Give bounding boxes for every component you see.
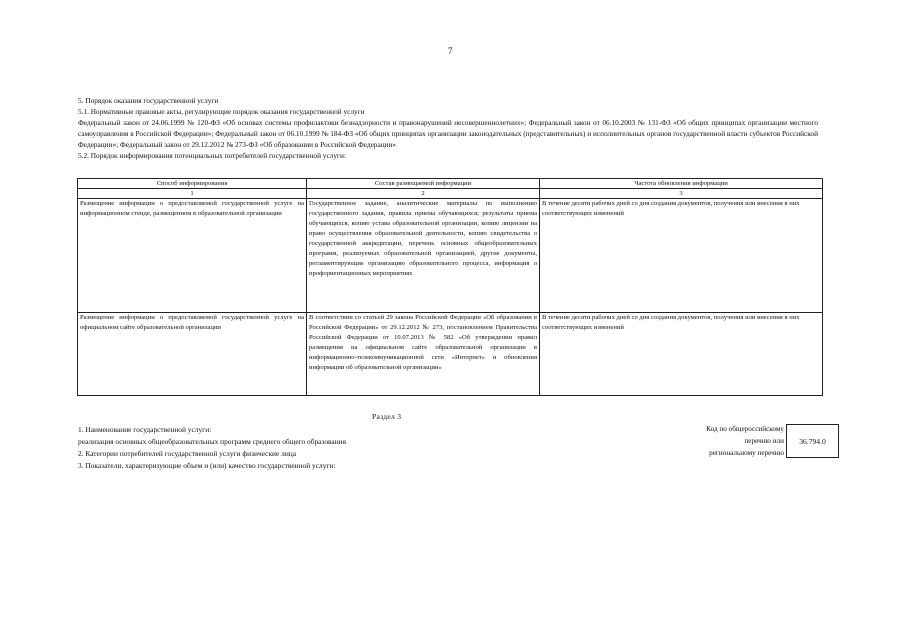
table-header-row bbox=[78, 179, 823, 189]
section-5-1-heading: 5.1. Нормативные правовые акты, регулирующие порядок оказания государственной услуги bbox=[78, 107, 365, 116]
section-5-text bbox=[78, 95, 818, 161]
service-name-label: 1. Наименование государственной услуги: bbox=[78, 425, 212, 434]
indicators-heading: 3. Показатели, характеризующие объем и (или) качество государственной услуги: bbox=[78, 461, 336, 470]
table-row bbox=[78, 199, 823, 313]
section-5-2-heading: 5.2. Порядок информирования потенциальных потребителей государственной услуги: bbox=[78, 151, 346, 160]
header-method: Способ информирования bbox=[78, 179, 307, 189]
consumer-categories: 2. Категории потребителей государственной услуги физические лица bbox=[78, 449, 297, 458]
table-number-row bbox=[78, 189, 823, 199]
informing-procedure-table bbox=[77, 178, 823, 396]
header-frequency: Частота обновления информации bbox=[540, 179, 823, 189]
code-label-line: Код по общероссийскому bbox=[706, 425, 784, 433]
cell-content: Государственное задание, аналитические материалы по выполнению государственного задания, правила приема обучающихся; результаты приема обучающихся, копию устава образовательной организации, копию лицензии на право осуществления образовательной деятельности, копию свидетельства о государственной аккредитации, перечень основных общеобразовательных программ, реализуемых образовательной организацией, другие документы, регламентирующие организацию образовательного процесса, информация о профориентационных мероприятиях bbox=[307, 199, 540, 313]
section-title: Раздел 3 bbox=[372, 412, 402, 421]
table-row bbox=[78, 313, 823, 396]
column-number: 2 bbox=[307, 189, 540, 199]
cell-frequency: В течение десяти рабочих дней со дня создания документов, получения или внесения в них соответствующих изменений bbox=[540, 199, 823, 313]
cell-frequency: В течение десяти рабочих дней со дня создания документов, получения или внесения в них соответствующих изменений bbox=[540, 313, 823, 396]
cell-content: В соответствии со статьей 29 закона Российской Федерации «Об образовании в Российской Федерации» от 29.12.2012 № 273, постановлением Правительства Российской Федерации от 10.07.2013 № 582 «Об утверждении правил размещения на официальном сайте образовательной организации в информационно-телекоммуникационной сети «Интернет» и обновления информации об образовательной организации» bbox=[307, 313, 540, 396]
service-description bbox=[78, 424, 638, 472]
service-name-value: реализация основных общеобразовательных программ среднего общего образования bbox=[78, 437, 347, 446]
code-label-line: перечню или bbox=[744, 437, 784, 445]
cell-method: Размещение информации о предоставляемой государственной услуге на информационном стенде, размещенном в образовательной организации bbox=[78, 199, 307, 313]
registry-code-label bbox=[660, 423, 784, 459]
code-label-line: региональному перечню bbox=[709, 449, 784, 457]
registry-code-value: 36.794.0 bbox=[799, 436, 826, 446]
page-number: 7 bbox=[448, 46, 453, 56]
section-5-heading: 5. Порядок оказания государственной услуги bbox=[78, 96, 219, 105]
column-number: 3 bbox=[540, 189, 823, 199]
header-content: Состав размещаемой информации bbox=[307, 179, 540, 189]
cell-method: Размещение информации о предоставляемой государственной услуге на официальном сайте образовательной организации bbox=[78, 313, 307, 396]
legal-acts-list: Федеральный закон от 24.06.1999 № 120-ФЗ «Об основах системы профилактики безнадзорности и правонарушений несовершеннолетних»; Федеральный закон от 06.10.2003 № 131-ФЗ «Об общих принципах организации местного самоуправления в Российской Федерации»; Федеральный закон от 06.10.1999 № 184-ФЗ «Об общих принципах организации законодательных (представительных) и исполнительных органов государственной власти субъектов Российской Федерации»; Федеральный закон от 29.12.2012 № 273-ФЗ «Об образовании в Российской Федерации» bbox=[78, 118, 818, 149]
registry-code-box bbox=[786, 424, 839, 458]
column-number: 1 bbox=[78, 189, 307, 199]
